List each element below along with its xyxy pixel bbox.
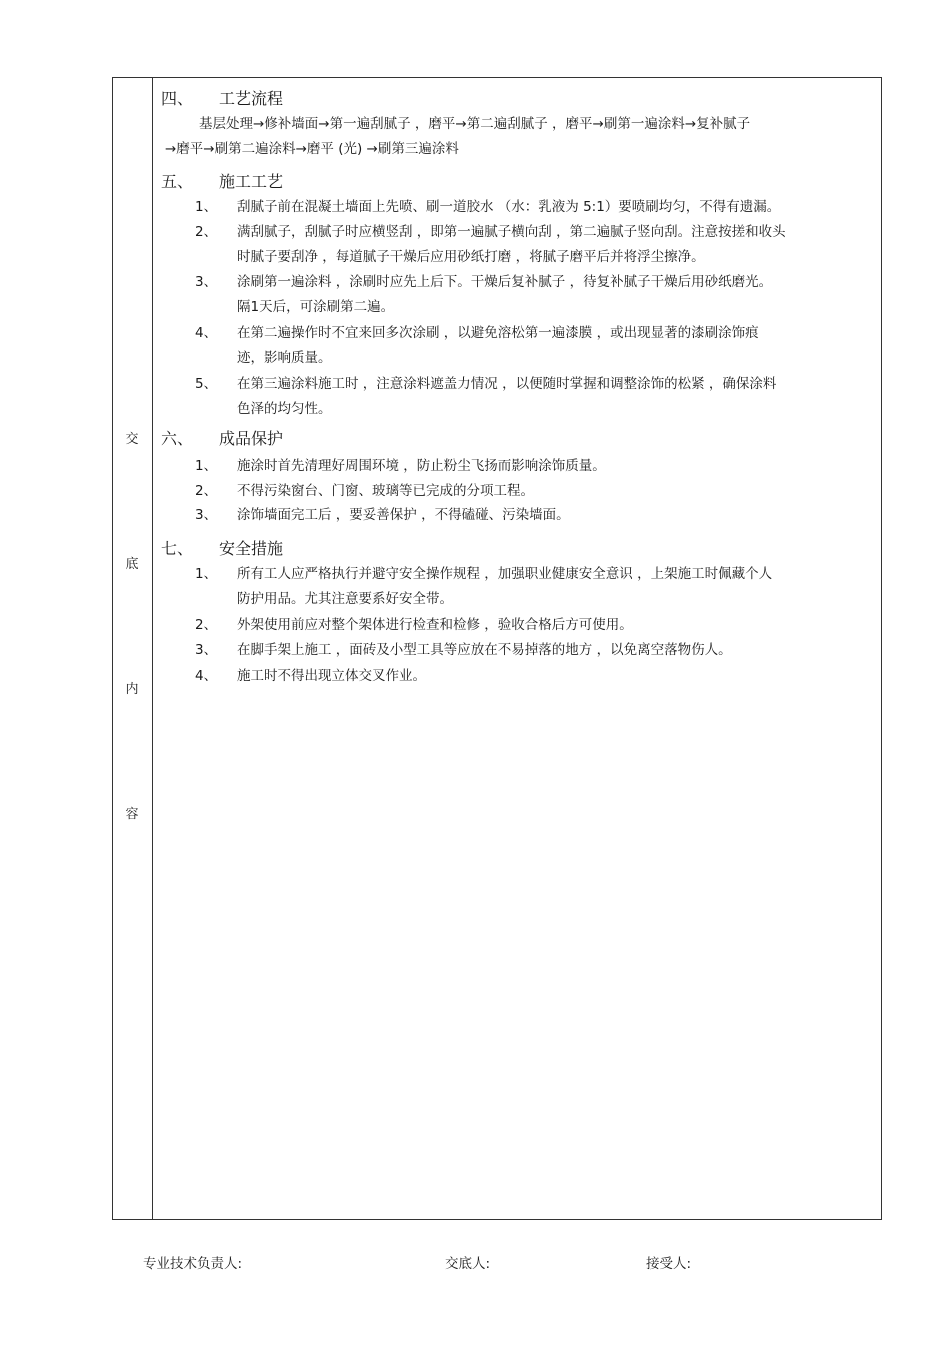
footer-discloser-label: 交底人: (445, 1256, 491, 1272)
item-line: 防护用品。尤其注意要系好安全带。 (237, 591, 453, 607)
item-line: 在第二遍操作时不宜来回多次涂刷 ，以避免溶松第一遍漆膜 ，或出现显著的漆刷涂饰痕 (237, 325, 759, 341)
side-label-char: 交 (125, 432, 139, 447)
section-number: 五、 (161, 172, 194, 191)
side-label-char: 底 (125, 557, 139, 572)
section-title: 成品保护 (219, 429, 284, 448)
disclosure-table (112, 77, 882, 1220)
section-number: 六、 (161, 429, 194, 448)
section-heading-safety (161, 536, 283, 559)
section-number: 七、 (161, 539, 194, 558)
section-number: 四、 (161, 89, 194, 108)
item-number: 3、 (195, 642, 218, 658)
item-number: 4、 (195, 325, 218, 341)
side-label-char: 容 (125, 807, 139, 822)
item-line: 在脚手架上施工 ，面砖及小型工具等应放在不易掉落的地方 ，以免离空落物伤人。 (237, 642, 732, 658)
item-number: 1、 (195, 566, 218, 582)
item-line: 满刮腻子，刮腻子时应横竖刮 ，即第一遍腻子横向刮 ，第二遍腻子竖向刮。注意按搓和收头 (237, 224, 786, 240)
section-title: 工艺流程 (219, 89, 284, 108)
item-line: 施涂时首先清理好周围环境 ，防止粉尘飞扬而影响涂饰质量。 (237, 458, 606, 474)
item-number: 5、 (195, 376, 218, 392)
side-label-column (113, 78, 153, 1219)
item-line: 外架使用前应对整个架体进行检查和检修 ，验收合格后方可使用。 (237, 617, 633, 633)
section-title: 施工工艺 (219, 172, 284, 191)
item-line: 在第三遍涂料施工时 ，注意涂料遮盖力情况 ，以便随时掌握和调整涂饰的松紧 ，确保涂料 (237, 376, 777, 392)
section-title: 安全措施 (219, 539, 284, 558)
footer-tech-lead-label: 专业技术负责人: (143, 1256, 243, 1272)
side-label-char: 内 (125, 682, 139, 697)
process-line: →磨平→刷第二遍涂料→磨平 (光) →刷第三遍涂料 (165, 141, 459, 157)
section-heading-technique (161, 169, 283, 192)
item-line: 刮腻子前在混凝土墙面上先喷、刷一道胶水 （水：乳液为 5:1）要喷刷均匀，不得有遗漏。 (237, 199, 781, 215)
footer-receiver-label: 接受人: (646, 1256, 692, 1272)
item-number: 4、 (195, 668, 218, 684)
item-number: 3、 (195, 507, 218, 523)
item-line: 迹，影响质量。 (237, 350, 332, 366)
item-line: 涂饰墙面完工后 ，要妥善保护 ，不得磕碰、污染墙面。 (237, 507, 570, 523)
item-line: 不得污染窗台、门窗、玻璃等已完成的分项工程。 (237, 483, 534, 499)
section-heading-protection (161, 426, 283, 449)
item-line: 所有工人应严格执行并避守安全操作规程 ，加强职业健康安全意识 ，上架施工时佩藏个人 (237, 566, 773, 582)
item-number: 2、 (195, 617, 218, 633)
item-number: 2、 (195, 483, 218, 499)
item-number: 1、 (195, 458, 218, 474)
item-line: 时腻子要刮净 ，每道腻子干燥后应用砂纸打磨 ，将腻子磨平后并将浮尘擦净。 (237, 249, 705, 265)
item-line: 施工时不得出现立体交叉作业。 (237, 668, 426, 684)
item-line: 涂刷第一遍涂料 ，涂刷时应先上后下。干燥后复补腻子 ，待复补腻子干燥后用砂纸磨光。 (237, 274, 773, 290)
item-number: 1、 (195, 199, 218, 215)
item-line: 色泽的均匀性。 (237, 401, 332, 417)
section-heading-process (161, 86, 283, 109)
item-line: 隔1天后，可涂刷第二遍。 (237, 299, 395, 315)
process-line: 基层处理→修补墙面→第一遍刮腻子 ，磨平→第二遍刮腻子 ，磨平→刷第一遍涂料→复补腻子 (199, 116, 751, 132)
item-number: 2、 (195, 224, 218, 240)
item-number: 3、 (195, 274, 218, 290)
